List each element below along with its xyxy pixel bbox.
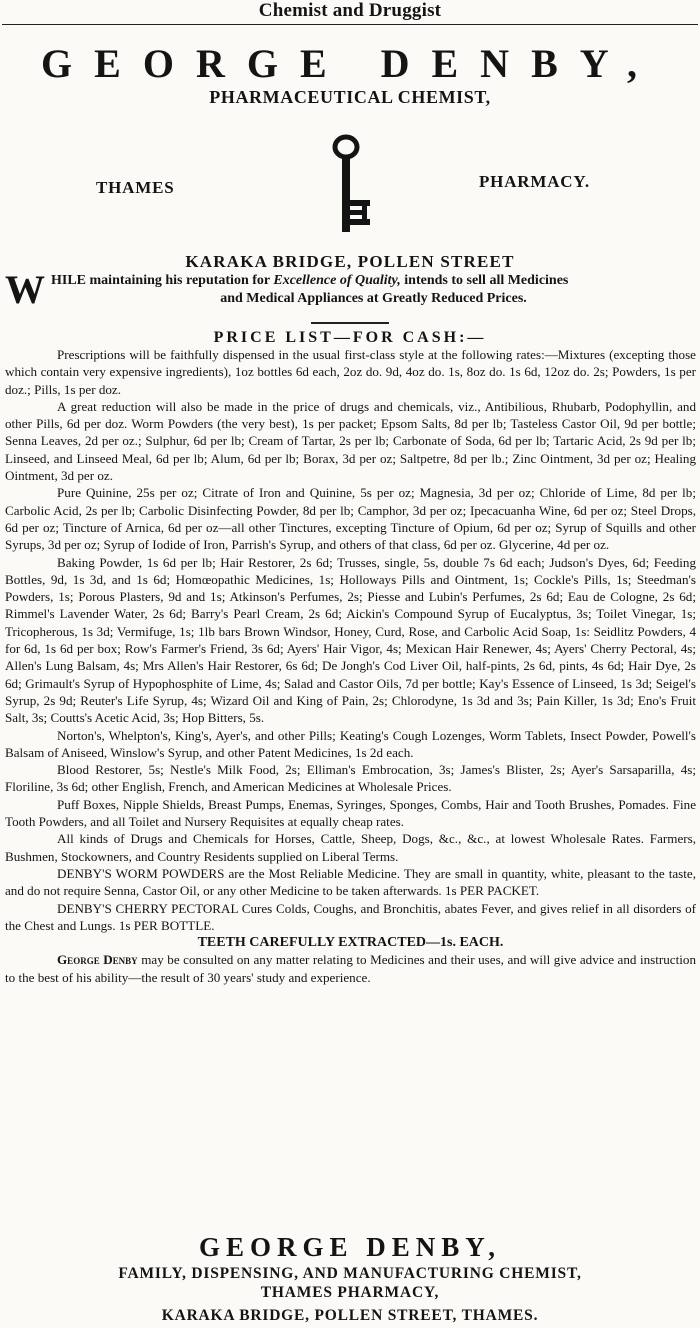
intro-line-2: and Medical Appliances at Greatly Reduced Prices. <box>220 291 527 306</box>
paragraph-prescriptions: Prescriptions will be faithfully dispensed in the usual first-class style at the following rates:—Mixtures (excepting those which contain very expensive ingredients), 1oz bottles 6d each, 2oz do. 9d, 4oz do. 1s, 8oz do. 1s 6d, 12oz do. 2s; Powders, 1s per doz.; Pills, 1s per doz. <box>5 347 696 397</box>
paragraph-consultation <box>5 951 696 986</box>
section-title: Chemist and Druggist <box>258 0 442 21</box>
intro-text-italic: Excellence of Quality, <box>273 273 401 288</box>
price-list-body <box>5 346 696 986</box>
consult-name: George Denby <box>57 952 138 968</box>
paragraph-drugs-chemicals: A great reduction will also be made in the price of drugs and chemicals, viz., Antibilious, Rhubarb, Podophyllin, and other Pills, 6d per doz. Worm Powders (the very best), 1s per packet; Epsom Salts, 8d per lb; Tasteless Castor Oil, 9d per bottle; Senna Leaves, 2d per oz.; Sulphur, 6d per lb; Cream of Tartar, 2s per lb; Carbonate of Soda, 6d per lb; Tartaric Acid, 2s 9d per lb; Linseed, and Linseed Meal, 6d per lb; Alum, 6d per lb; Borax, 3d per oz; Saltpetre, 8d per lb.; Zinc Ointment, 3d per oz; Healing Ointment, 3d per oz. <box>5 398 696 484</box>
paragraph-veterinary: All kinds of Drugs and Chemicals for Horses, Cattle, Sheep, Dogs, &c., &c., at lowest Wholesale Rates. Farmers, Bushmen, Stockowners, and Country Residents supplied on Liberal Terms. <box>5 831 696 864</box>
short-rule <box>311 322 389 324</box>
intro-paragraph <box>5 267 696 312</box>
price-list-heading: PRICE LIST—FOR CASH:— <box>213 329 487 346</box>
pharmacy-label: PHARMACY. <box>479 172 590 191</box>
footer-line-1: FAMILY, DISPENSING, AND MANUFACTURING CHEMIST, <box>118 1265 582 1282</box>
key-icon <box>326 134 376 234</box>
drop-cap: W <box>5 267 45 312</box>
paragraph-quinine: Pure Quinine, 25s per oz; Citrate of Iron and Quinine, 5s per oz; Magnesia, 3d per oz; Chloride of Lime, 8d per lb; Carbolic Acid, 2s per lb; Carbolic Disinfecting Powder, 8d per lb; Camphor, 3d per oz; Ipecacuanha Wine, 6d per oz; Steel Drops, 6d per oz; Tincture of Arnica, 6d per oz—all other Tinctures, excepting Tincture of Opium, 6d per oz; Syrup of Squills and other Syrups, 3d per oz; Syrup of Iodide of Iron, Parrish's Syrup, and others of that class, 6d per oz. Glycerine, 4d per oz. <box>5 485 696 553</box>
intro-text-post: intends to sell all Medicines <box>400 273 569 288</box>
proprietor-name: GEORGE DENBY, <box>41 41 659 86</box>
paragraph-toilet-requisites: Puff Boxes, Nipple Shields, Breast Pumps, Enemas, Syringes, Sponges, Combs, Hair and Tooth Brushes, Pomades. Fine Tooth Powders, and all Toilet and Nursery Requisites at equally cheap rates. <box>5 796 696 830</box>
intro-text-pre: HILE maintaining his reputation for <box>51 273 274 288</box>
paragraph-cherry-pectoral: DENBY'S CHERRY PECTORAL Cures Colds, Coughs, and Bronchitis, abates Fever, and gives relief in all disorders of the Chest and Lungs. 1s PER BOTTLE. <box>5 900 696 933</box>
footer-name: GEORGE DENBY, <box>198 1232 502 1262</box>
footer-line-2: THAMES PHARMACY, <box>260 1284 440 1301</box>
address-heading: KARAKA BRIDGE, POLLEN STREET <box>185 252 515 271</box>
top-rule <box>2 24 698 25</box>
teeth-notice: TEETH CAREFULLY EXTRACTED—1s. EACH. <box>197 935 504 951</box>
paragraph-blood-restorer: Blood Restorer, 5s; Nestle's Milk Food, 2s; Elliman's Embrocation, 3s; James's Blister, 2s; Ayer's Sarsaparilla, 4s; Floriline, 3s 6d; other English, French, and American Medicines at Wholesale Prices. <box>5 762 696 795</box>
paragraph-patent-medicines: Norton's, Whelpton's, King's, Ayer's, and other Pills; Keating's Cough Lozenges, Worm Tablets, Insect Powder, Powell's Balsam of Aniseed, Winslow's Syrup, and other Patent Medicines, 1s 2d each. <box>5 727 696 760</box>
paragraph-worm-powders: DENBY'S WORM POWDERS are the Most Reliable Medicine. They are small in quantity, white, pleasant to the taste, and do not require Senna, Castor Oil, or any other Medicine to be taken afterwards. 1s PER PACKET. <box>5 865 696 899</box>
footer-line-3: KARAKA BRIDGE, POLLEN STREET, THAMES. <box>161 1307 539 1324</box>
paragraph-sundries: Baking Powder, 1s 6d per lb; Hair Restorer, 2s 6d; Trusses, single, 5s, double 7s 6d each; Judson's Dyes, 6d; Feeding Bottles, 9d, 1s 3d, and 1s 6d; Homœopathic Medicines, 1s; Holloways Pills and Ointment, 1s; Cockle's Pills, 1s; Steedman's Powders, 1s; Porous Plasters, 9d and 1s; Atkinson's Perfumes, 2s; Piesse and Lubin's Perfumes, 2s 6d; Eau de Cologne, 2s 6d; Rimmel's Lavender Water, 2s 6d; Barry's Pearl Cream, 2s 6d; Aickin's Compound Syrup of Eucalyptus, 3s; Toilet Vinegar, 1s; Tricopherous, 1s 3d; Vermifuge, 1s; 1lb bars Brown Windsor, Honey, Curd, Rose, and Carbolic Acid Soap, 1s: Seidlitz Powders, 4 for 6d, 1s 6d per box; Row's Farmer's Friend, 3s 6d; Ayers' Hair Vigor, 4s; Mexican Hair Renewer, 4s; Ayers' Cherry Pectoral, 4s; Allen's Lung Balsam, 4s; Mrs Allen's Hair Restorer, 6s 6d; De Jongh's Cod Liver Oil, half-pints, 2s 6d, pints, 4s 6d; Hair Dye, 2s 6d; Grimault's Syrup of Hypophosphite of Lime, 4s; Salad and Castor Oils, 7d per bottle; Kay's Essence of Linseed, 1s 3d; Seigel's Syrup, 2s 9d; Reuter's Life Syrup, 4s; Wizard Oil and King of Pain, 2s; Chlorodyne, 1s 3d and 3s; Pain Killer, 1s 3d; Eno's Fruit Salt, 3s; Coutts's Acetic Acid, 3s; Hop Bitters, 5s. <box>5 554 696 726</box>
proprietor-subtitle: PHARMACEUTICAL CHEMIST, <box>209 87 491 107</box>
thames-label: THAMES <box>96 178 175 197</box>
consult-text: may be consulted on any matter relating to Medicines and their uses, and will give advice and instruction to the best of his ability—the result of 30 years' study and experience. <box>5 952 696 985</box>
